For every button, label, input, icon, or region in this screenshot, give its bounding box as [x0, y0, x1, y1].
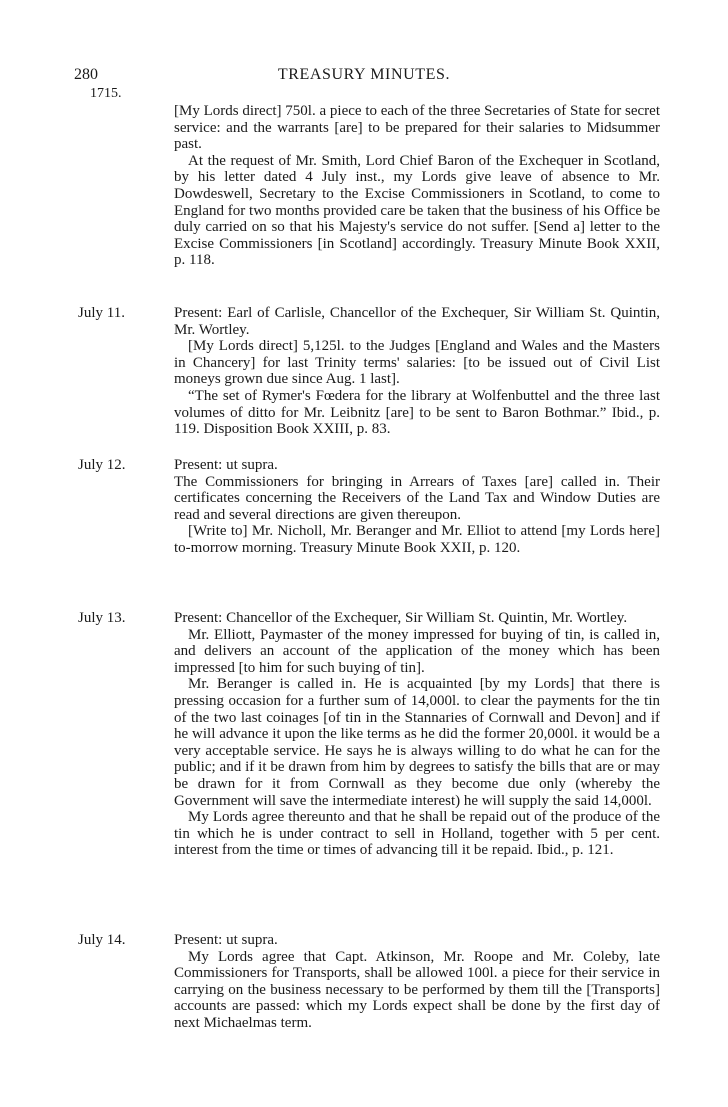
paragraph: Mr. Elliott, Paymaster of the money impressed for buying of tin, is called in, and delivers an account of the application of the money which has been impressed [to him for such buying of tin].: [174, 626, 660, 676]
entry-date: July 14.: [78, 932, 126, 948]
entry-july-12: [174, 457, 660, 557]
entry-continuation: [174, 103, 660, 269]
present-line: Present: Earl of Carlisle, Chancellor of the Exchequer, Sir William St. Quintin, Mr. Wortley.: [174, 305, 660, 338]
paragraph: Mr. Beranger is called in. He is acquainted [by my Lords] that there is pressing occasion for a further sum of 14,000l. to clear the payments for the tin of the two last coinages [of tin in the Stannaries of Cornwall and Devon] and if he will advance it upon the like terms as he did the former 20,000l. it would be a very acceptable service. He says he is always willing to do what he can for the public; and if it be drawn from him by degrees to satisfy the bills that are or may be drawn for it from Cornwall as they become due only (whereby the Government will save the intermediate interest) he will supply the said 14,000l.: [174, 676, 660, 809]
entry-date: July 12.: [78, 457, 126, 473]
paragraph: The Commissioners for bringing in Arrears of Taxes [are] called in. Their certificates concerning the Receivers of the Land Tax and Window Duties are read and several directions are given thereupon.: [174, 473, 660, 523]
running-title: TREASURY MINUTES.: [277, 66, 451, 83]
paragraph: [Write to] Mr. Nicholl, Mr. Beranger and Mr. Elliot to attend [my Lords here] to-morrow morning. Treasury Minute Book XXII, p. 120.: [174, 523, 660, 556]
entry-date: July 13.: [78, 610, 126, 626]
present-line: Present: ut supra.: [174, 457, 278, 473]
entry-july-13: [174, 610, 660, 859]
entry-july-14: [174, 932, 660, 1032]
paragraph: My Lords agree thereunto and that he shall be repaid out of the produce of the tin which he is under contract to sell in Holland, together with 5 per cent. interest from the time or times of advancing till it be repaid. Ibid., p. 121.: [174, 809, 660, 859]
entry-july-11: [174, 305, 660, 438]
paragraph: [My Lords direct] 5,125l. to the Judges [England and Wales and the Masters in Chancery] for last Trinity terms' salaries: [to be issued out of Civil List moneys grown due since Aug. 1 last].: [174, 338, 660, 388]
margin-year: 1715.: [90, 86, 122, 101]
entry-date: July 11.: [78, 305, 125, 321]
present-line: Present: Chancellor of the Exchequer, Sir William St. Quintin, Mr. Wortley.: [174, 610, 628, 626]
paragraph: “The set of Rymer's Fœdera for the library at Wolfenbuttel and the three last volumes of ditto for Mr. Leibnitz [are] to be sent to Baron Bothmar.” Ibid., p. 119. Disposition Book XXIII, p. 83.: [174, 387, 660, 438]
paragraph: [My Lords direct] 750l. a piece to each of the three Secretaries of State for secret service: and the warrants [are] to be prepared for their salaries to Midsummer past.: [174, 103, 660, 153]
paragraph: My Lords agree that Capt. Atkinson, Mr. Roope and Mr. Coleby, late Commissioners for Transports, shall be allowed 100l. a piece for their service in carrying on the business necessary to be performed by them till the [Transports] accounts are passed: which my Lords expect shall be done by the first day of next Michaelmas term.: [174, 948, 660, 1031]
present-line: Present: ut supra.: [174, 932, 278, 948]
page-number: 280: [74, 66, 98, 83]
paragraph: At the request of Mr. Smith, Lord Chief Baron of the Exchequer in Scotland, by his letter dated 4 July inst., my Lords give leave of absence to Mr. Dowdeswell, Secretary to the Excise Commissioners in Scotland, to come to England for two months provided care be taken that the business of his Office be duly carried on so that his Majesty's service do not suffer. [Send a] letter to the Excise Commissioners [in Scotland] accordingly. Treasury Minute Book XXII, p. 118.: [174, 152, 660, 269]
